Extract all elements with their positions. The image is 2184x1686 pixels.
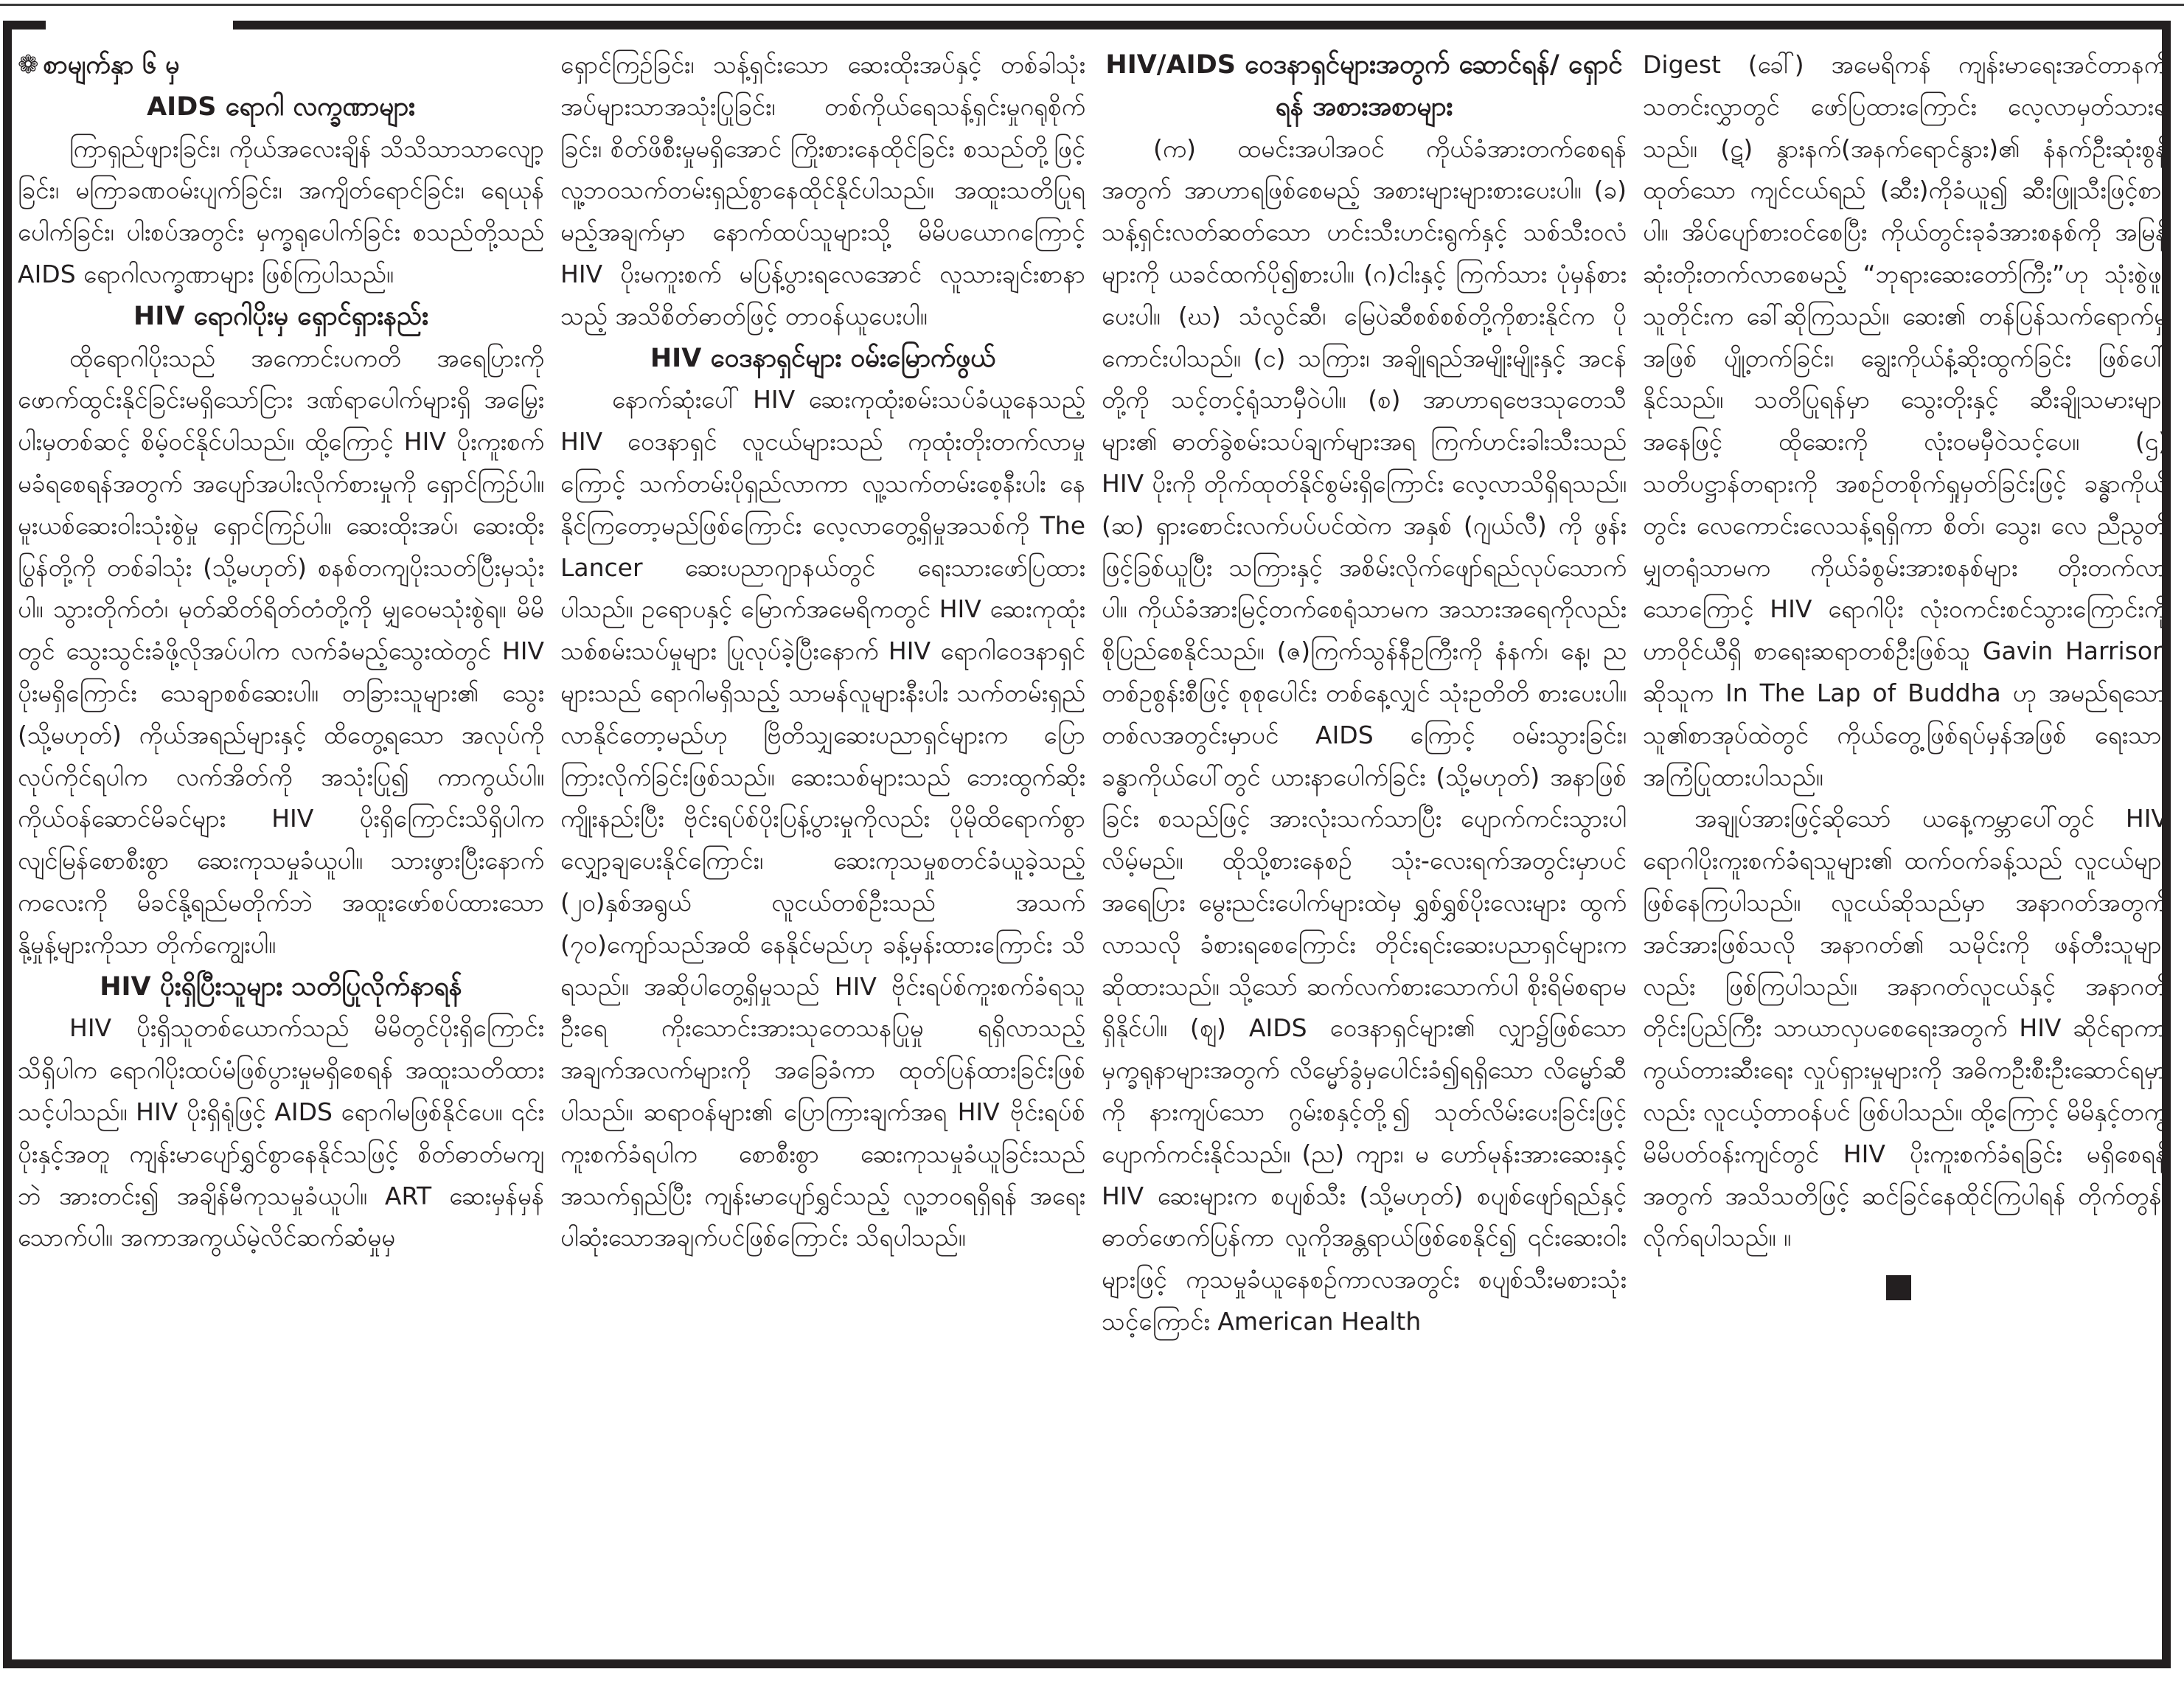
continuation-kicker (18, 44, 544, 86)
paragraph: (က) ထမင်းအပါအဝင် ကိုယ်ခံအားတက်စေရန်အတွက် အာဟာရဖြစ်စေမည့် အစားများများစားပေးပါ။ (ခ) သန့်ရှင်းလတ်ဆတ်သော ဟင်းသီးဟင်းရွက်နှင့် သစ်သီးဝလံများကို ယခင်ထက်ပို၍စားပါ။ (ဂ)ငါးနှင့် ကြက်သား ပုံမှန်စားပေးပါ။ (ဃ) သံလွင်ဆီ၊ မြေပဲဆီစစ်စစ်တို့ကိုစားနိုင်က ပိုကောင်းပါသည်။ (င) သကြား၊ အချိုရည်အမျိုးမျိုးနှင့် အငန်တို့ကို သင့်တင့်ရုံသာမှီဝဲပါ။ (စ) အာဟာရဗေဒသုတေသီများ၏ ဓာတ်ခွဲစမ်းသပ်ချက်များအရ ကြက်ဟင်းခါးသီးသည် HIV ပိုးကို တိုက်ထုတ်နိုင်စွမ်းရှိကြောင်း လေ့လာသိရှိရသည်။ (ဆ) ရှားစောင်းလက်ပပ်ပင်ထဲက အနှစ် (ဂျယ်လီ) ကို ဖွန်းဖြင့်ခြစ်ယူပြီး သကြားနှင့် အစိမ်းလိုက်ဖျော်ရည်လုပ်သောက်ပါ။ ကိုယ်ခံအားမြင့်တက်စေရုံသာမက အသားအရေကိုလည်း စိုပြည်စေနိုင်သည်။ (ဇ)ကြက်သွန်နီဥကြီးကို နံနက်၊ နေ့၊ ည တစ်ဥစွန်းစီဖြင့် စုစုပေါင်း တစ်နေ့လျှင် သုံးဥတိတိ စားပေးပါ။ တစ်လအတွင်းမှာပင် AIDS ကြောင့် ဝမ်းသွားခြင်း၊ ခန္ဓာကိုယ်ပေါ်တွင် ယားနာပေါက်ခြင်း (သို့မဟုတ်) အနာဖြစ်ခြင်း စသည်ဖြင့် အားလုံးသက်သာပြီး ပျောက်ကင်းသွားပါလိမ့်မည်။ ထိုသို့စားနေစဉ် သုံး-လေးရက်အတွင်းမှာပင် အရေပြား မွေးညင်းပေါက်များထဲမှ ရွှစ်ရွှစ်ပိုးလေးများ ထွက်လာသလို ခံစားရစေကြောင်း တိုင်းရင်းဆေးပညာရှင်များက ဆိုထားသည်။ သို့သော် ဆက်လက်စားသောက်ပါ စိုးရိမ်စရာမရှိနိုင်ပါ။ (ဈ) AIDS ဝေဒနာရှင်များ၏ လျှာ၌ဖြစ်သော မှက္ခရုနာများအတွက် လိမ္မော်ခွံမှပေါင်းခံ၍ရရှိသော လိမ္မော်ဆီကို နားကျပ်သော ဂွမ်းစနှင့်တို့၍ သုတ်လိမ်းပေးခြင်းဖြင့် ပျောက်ကင်းနိုင်သည်။ (ည) ကျား၊ မ ဟော်မုန်းအားဆေးနှင့် HIV ဆေးများက စပျစ်သီး (သို့မဟုတ်) စပျစ်ဖျော်ရည်နှင့် ဓာတ်ဖောက်ပြန်ကာ လူကိုအန္တရာယ်ဖြစ်စေနိုင်၍ ၎င်းဆေးဝါးများဖြင့် ကုသမှုခံယူနေစဉ်ကာလအတွင်း စပျစ်သီးမစားသုံးသင့်ကြောင်း American Health (1102, 133, 1627, 1336)
continuation-label: စာမျက်နှာ ၆ မှ (43, 50, 180, 80)
paragraph: Digest (ခေါ်) အမေရိကန် ကျန်းမာရေးအင်တာနက်သတင်းလွှာတွင် ဖော်ပြထားကြောင်း လေ့လာမှတ်သားရသည်။ (ဋ) နွားနက်(အနက်ရောင်နွား)၏ နံနက်ဦးဆုံးစွန့်ထုတ်သော ကျင်ငယ်ရည် (ဆီး)ကိုခံယူ၍ ဆီးဖြူသီးဖြင့်စားပါ။ အိပ်ပျော်စားဝင်စေပြီး ကိုယ်တွင်းခုခံအားစနစ်ကို အမြန်ဆုံးတိုးတက်လာစေမည့် “ဘုရားဆေးတော်ကြီး”ဟု သုံးစွဲဖူးသူတိုင်းက ခေါ်ဆိုကြသည်။ ဆေး၏ တန်ပြန်သက်ရောက်မှုအဖြစ် ပျို့တက်ခြင်း၊ ချွေးကိုယ်နံ့ဆိုးထွက်ခြင်း ဖြစ်ပေါ်နိုင်သည်။ သတိပြုရန်မှာ သွေးတိုးနှင့် ဆီးချိုသမားများအနေဖြင့် ထိုဆေးကို လုံးဝမမှီဝဲသင့်ပေ။ (ဌ) သတိပဋ္ဌာန်တရားကို အစဉ်တစိုက်ရှုမှတ်ခြင်းဖြင့် ခန္ဓာကိုယ်တွင်း လေကောင်းလေသန့်ရရှိကာ စိတ်၊ သွေး၊ လေ ညီညွတ်မျှတရုံသာမက ကိုယ်ခံစွမ်းအားစနစ်များ တိုးတက်လာသောကြောင့် HIV ရောဂါပိုး လုံးဝကင်းစင်သွားကြောင်းကို ဟာဝိုင်ယီရှိ စာရေးဆရာတစ်ဦးဖြစ်သူ Gavin Harrison ဆိုသူက In The Lap of Buddha ဟု အမည်ရသော သူ၏စာအုပ်ထဲတွင် ကိုယ်တွေ့ဖြစ်ရပ်မှန်အဖြစ် ရေးသားအကြံပြုထားပါသည်။ (1643, 50, 2168, 791)
paragraph: ကြာရှည်ဖျားခြင်း၊ ကိုယ်အလေးချိန် သိသိသာသာလျော့ခြင်း၊ မကြာခဏဝမ်းပျက်ခြင်း၊ အကျိတ်ရောင်ခြင်း၊ ရေယုန်ပေါက်ခြင်း၊ ပါးစပ်အတွင်း မှက္ခရုပေါက်ခြင်း စသည်တို့သည် AIDS ရောဂါလက္ခဏာများ ဖြစ်ကြပါသည်။ (18, 133, 544, 288)
column-2 (560, 44, 1085, 1652)
section-heading: HIV ရောဂါပိုးမှ ရှောင်ရှားနည်း (133, 301, 428, 331)
column-3 (1102, 44, 1627, 1652)
frame-gap (46, 19, 233, 31)
paragraph: အချုပ်အားဖြင့်ဆိုသော် ယနေ့ကမ္ဘာပေါ်တွင် HIV ရောဂါပိုးကူးစက်ခံရသူများ၏ ထက်ဝက်ခန့်သည် လူငယ်များဖြစ်နေကြပါသည်။ လူငယ်ဆိုသည်မှာ အနာဂတ်အတွက် အင်အားဖြစ်သလို အနာဂတ်၏ သမိုင်းကို ဖန်တီးသူများလည်း ဖြစ်ကြပါသည်။ အနာဂတ်လူငယ်နှင့် အနာဂတ်တိုင်းပြည်ကြီး သာယာလှပစေရေးအတွက် HIV ဆိုင်ရာကာကွယ်တားဆီးရေး လှုပ်ရှားမှုများကို အဓိကဦးစီးဦးဆောင်ရမှာလည်း လူငယ့်တာဝန်ပင် ဖြစ်ပါသည်။ ထို့ကြောင့် မိမိနှင့်တကွ မိမိပတ်ဝန်းကျင်တွင် HIV ပိုးကူးစက်ခံရခြင်း မရှိစေရန် အတွက် အသိသတိဖြင့် ဆင်ခြင်နေထိုင်ကြပါရန် တိုက်တွန်းလိုက်ရပါသည်။ ။ (1643, 804, 2168, 1252)
section-heading: HIV ပိုးရှိပြီးသူများ သတိပြုလိုက်နာရန် (100, 971, 462, 1002)
paragraph: ထိုရောဂါပိုးသည် အကောင်းပကတိ အရေပြားကို ဖောက်ထွင်းနိုင်ခြင်းမရှိသော်ငြား ဒဏ်ရာပေါက်များရှိ အမြှေးပါးမှတစ်ဆင့် စိမ့်ဝင်နိုင်ပါသည်။ ထို့ကြောင့် HIV ပိုးကူးစက်မခံရစေရန်အတွက် အပျော်အပါးလိုက်စားမှုကို ရှောင်ကြဉ်ပါ။ မူးယစ်ဆေးဝါးသုံးစွဲမှု ရှောင်ကြဉ်ပါ။ ဆေးထိုးအပ်၊ ဆေးထိုးပြွန်တို့ကို တစ်ခါသုံး (သို့မဟုတ်) စနစ်တကျပိုးသတ်ပြီးမှသုံးပါ။ သွားတိုက်တံ၊ မုတ်ဆိတ်ရိတ်တံတို့ကို မျှဝေမသုံးစွဲရ။ မိမိတွင် သွေးသွင်းခံဖို့လိုအပ်ပါက လက်ခံမည့်သွေးထဲတွင် HIV ပိုးမရှိကြောင်း သေချာစစ်ဆေးပါ။ တခြားသူများ၏ သွေး (သို့မဟုတ်) ကိုယ်အရည်များနှင့် ထိတွေ့ရသော အလုပ်ကို လုပ်ကိုင်ရပါက လက်အိတ်ကို အသုံးပြု၍ ကာကွယ်ပါ။ ကိုယ်ဝန်ဆောင်မိခင်များ HIV ပိုးရှိကြောင်းသိရှိပါက လျင်မြန်စောစီးစွာ ဆေးကုသမှုခံယူပါ။ သားဖွားပြီးနောက် ကလေးကို မိခင်နို့ရည်မတိုက်ဘဲ အထူးဖော်စပ်ထားသော နို့မှုန့်များကိုသာ တိုက်ကျွေးပါ။ (18, 343, 544, 959)
end-square-icon (1886, 1275, 1911, 1300)
paragraph: နောက်ဆုံးပေါ် HIV ဆေးကုထုံးစမ်းသပ်ခံယူနေသည့် HIV ဝေဒနာရှင် လူငယ်များသည် ကုထုံးတိုးတက်လာမှုကြောင့် သက်တမ်းပိုရှည်လာကာ လူ့သက်တမ်းစေ့နီးပါး နေနိုင်ကြတော့မည်ဖြစ်ကြောင်း လေ့လာတွေ့ရှိမှုအသစ်ကို The Lancer ဆေးပညာဂျာနယ်တွင် ရေးသားဖော်ပြထားပါသည်။ ဥရောပနှင့် မြောက်အမေရိကတွင် HIV ဆေးကုထုံးသစ်စမ်းသပ်မှုများ ပြုလုပ်ခဲ့ပြီးနောက် HIV ရောဂါဝေဒနာရှင်များသည် ရောဂါမရှိသည့် သာမန်လူများနီးပါး သက်တမ်းရှည်လာနိုင်တော့မည်ဟု ဗြိတိသျှဆေးပညာရှင်များက ပြောကြားလိုက်ခြင်းဖြစ်သည်။ ဆေးသစ်များသည် ဘေးထွက်ဆိုးကျိုးနည်းပြီး ဗိုင်းရပ်စ်ပိုးပြန့်ပွားမှုကိုလည်း ပိုမိုထိရောက်စွာလျှော့ချပေးနိုင်ကြောင်း၊ ဆေးကုသမှုစတင်ခံယူခဲ့သည့် (၂၀)နှစ်အရွယ် လူငယ်တစ်ဦးသည် အသက် (၇၀)ကျော်သည်အထိ နေနိုင်မည်ဟု ခန့်မှန်းထားကြောင်း သိရသည်။ အဆိုပါတွေ့ရှိမှုသည် HIV ဗိုင်းရပ်စ်ကူးစက်ခံရသူဦးရေ ကိုးသောင်းအားသုတေသနပြုမှု ရရှိလာသည့်အချက်အလက်များကို အခြေခံကာ ထုတ်ပြန်ထားခြင်းဖြစ်ပါသည်။ ဆရာဝန်များ၏ ပြောကြားချက်အရ HIV ဗိုင်းရပ်စ်ကူးစက်ခံရပါက စောစီးစွာ ဆေးကုသမှုခံယူခြင်းသည် အသက်ရှည်ပြီး ကျန်းမာပျော်ရွှင်သည့် လူ့ဘဝရရှိရန် အရေးပါဆုံးသောအချက်ပင်ဖြစ်ကြောင်း သိရပါသည်။ (560, 385, 1085, 1252)
flower-bullet-icon: ❁ (18, 50, 39, 80)
column-4 (1643, 44, 2168, 1652)
section-heading: HIV/AIDS ဝေဒနာရှင်များအတွက် ဆောင်ရန်/ ရှောင်ရန် အစားအစာများ (1105, 50, 1623, 122)
article-body (18, 44, 2166, 1652)
section-heading: AIDS ရောဂါ လက္ခဏာများ (147, 91, 415, 122)
section-heading: HIV ဝေဒနာရှင်များ ဝမ်းမြောက်ဖွယ် (650, 343, 996, 373)
paragraph: ရှောင်ကြဉ်ခြင်း၊ သန့်ရှင်းသော ဆေးထိုးအပ်နှင့် တစ်ခါသုံးအပ်များသာအသုံးပြုခြင်း၊ တစ်ကိုယ်ရေသန့်ရှင်းမှုဂရုစိုက်ခြင်း၊ စိတ်ဖိစီးမှုမရှိအောင် ကြိုးစားနေထိုင်ခြင်း စသည်တို့ဖြင့် လူ့ဘဝသက်တမ်းရှည်စွာနေထိုင်နိုင်ပါသည်။ အထူးသတိပြုရမည့်အချက်မှာ နောက်ထပ်သူများသို့ မိမိပယောဂကြောင့် HIV ပိုးမကူးစက် မပြန့်ပွားရလေအောင် လူသားချင်းစာနာသည့် အသိစိတ်ဓာတ်ဖြင့် တာဝန်ယူပေးပါ။ (560, 50, 1085, 330)
page-top-rule (0, 4, 2184, 6)
paragraph: HIV ပိုးရှိသူတစ်ယောက်သည် မိမိတွင်ပိုးရှိကြောင်း သိရှိပါက ရောဂါပိုးထပ်မံဖြစ်ပွားမှုမရှိစေရန် အထူးသတိထားသင့်ပါသည်။ HIV ပိုးရှိရုံဖြင့် AIDS ရောဂါမဖြစ်နိုင်ပေ။ ၎င်းပိုးနှင့်အတူ ကျန်းမာပျော်ရွှင်စွာနေနိုင်သဖြင့် စိတ်ဓာတ်မကျဘဲ အားတင်း၍ အချိန်မီကုသမှုခံယူပါ။ ART ဆေးမှန်မှန်သောက်ပါ။ အကာအကွယ်မဲ့လိင်ဆက်ဆံမှုမှ (18, 1013, 544, 1252)
column-1 (18, 44, 544, 1652)
